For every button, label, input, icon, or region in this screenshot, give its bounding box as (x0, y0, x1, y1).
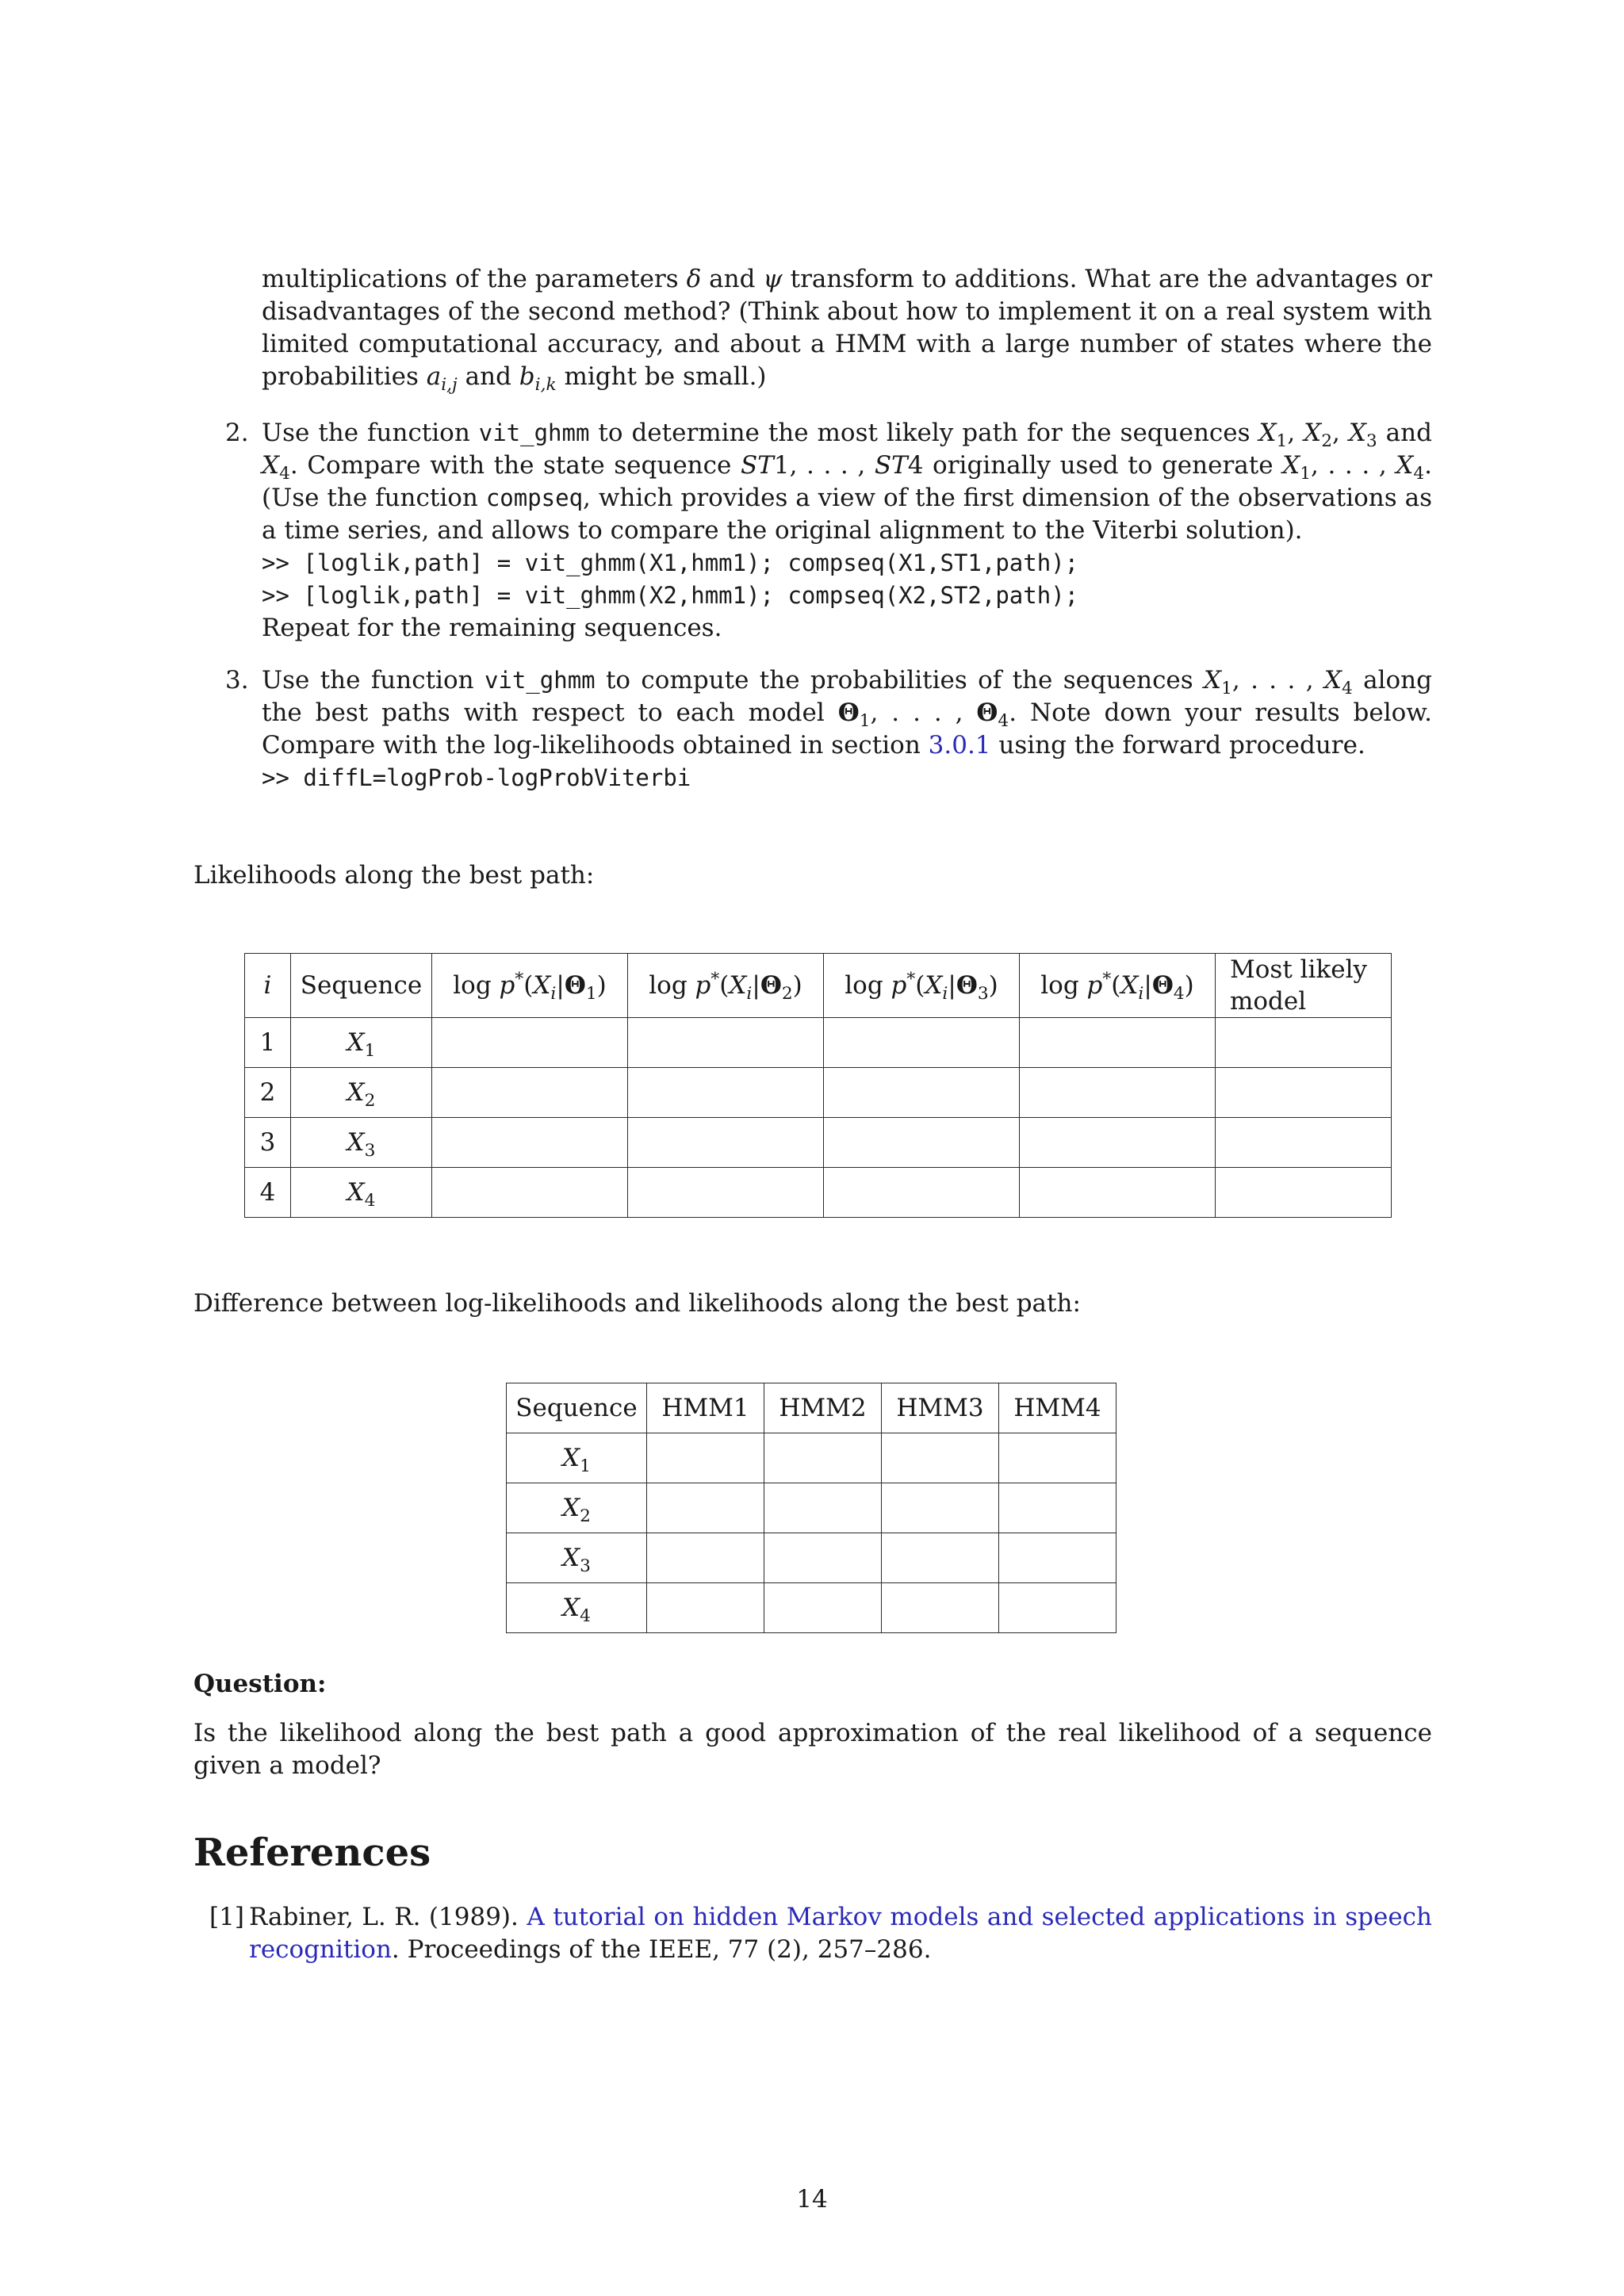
cell-input[interactable] (1020, 1118, 1216, 1168)
col-theta2: $\log p^*(X_i|\Theta_2)$ (628, 954, 824, 1018)
difference-table (506, 1383, 1116, 1633)
question-text: Is the likelihood along the best path a good approximation of the real likelihood of a sequence given a model? (193, 1719, 1432, 1780)
cell-input[interactable] (432, 1068, 628, 1118)
code-line-2: >> [loglik,path] = vit_ghmm(X2,hmm1); compseq(X2,ST2,path); (262, 582, 1079, 609)
col-i: i (245, 954, 291, 1018)
code-vit-ghmm: vit_ghmm (478, 419, 590, 446)
cell-i: 3 (245, 1118, 291, 1168)
cell-input[interactable] (628, 1068, 824, 1118)
cell-input[interactable] (882, 1583, 999, 1633)
cell-input[interactable] (999, 1433, 1116, 1483)
cell-input[interactable] (764, 1583, 882, 1633)
reference-authors: Rabiner, L. R. (1989). (249, 1903, 519, 1931)
code-compseq: compseq (485, 484, 584, 511)
cell-seq: $X_3$ (291, 1118, 432, 1168)
col-hmm4: HMM4 (999, 1383, 1116, 1433)
code-line-1: >> [loglik,path] = vit_ghmm(X1,hmm1); compseq(X1,ST1,path); (262, 549, 1079, 576)
col-hmm3: HMM3 (882, 1383, 999, 1433)
col-hmm2: HMM2 (764, 1383, 882, 1433)
cell-seq: $X_1$ (291, 1018, 432, 1068)
cell-seq: $X_2$ (291, 1068, 432, 1118)
cell-input[interactable] (764, 1483, 882, 1533)
section-link[interactable]: 3.0.1 (928, 731, 991, 760)
col-theta4: $\log p^*(X_i|\Theta_4)$ (1020, 954, 1216, 1018)
item-2-text: Use the function vit_ghmm to determine the most likely path for the sequences $X_1$, $X_2$, $X_3$ and $X_4$. Compare with the state sequence ST1, . . . , ST4 originally used to generate $X_1$, . . . , $X_4$. (Use the function compseq, which provides a view of the first dimension of the observations as a time series, and allows to compare the original alignment to the Viterbi solution). >> [loglik,path] = vit_ghmm(X1,hmm1); compseq(X1,ST1,path); >> [loglik,path] = vit_ghmm(X2,hmm1); compseq(X2,ST2,path); Repeat for the remaining sequences. (262, 417, 1432, 645)
cell-input[interactable] (999, 1483, 1116, 1533)
col-theta3: $\log p^*(X_i|\Theta_3)$ (824, 954, 1020, 1018)
cell-input[interactable] (1216, 1068, 1392, 1118)
code-vit-ghmm: vit_ghmm (484, 667, 596, 694)
cell-input[interactable] (1216, 1018, 1392, 1068)
table-row (245, 1018, 1392, 1068)
cell-input[interactable] (882, 1533, 999, 1583)
cell-seq: $X_1$ (507, 1433, 647, 1483)
cell-input[interactable] (824, 1018, 1020, 1068)
item-number: 2. (225, 419, 249, 447)
references-title: References (193, 1831, 431, 1875)
table-row (245, 1068, 1392, 1118)
cell-input[interactable] (1020, 1068, 1216, 1118)
cell-input[interactable] (999, 1533, 1116, 1583)
page-number: 14 (796, 2185, 828, 2214)
cell-input[interactable] (824, 1118, 1020, 1168)
col-hmm1: HMM1 (647, 1383, 764, 1433)
reference-entry (249, 1901, 1432, 1966)
col-sequence: Sequence (507, 1383, 647, 1433)
table-row (507, 1433, 1116, 1483)
cell-input[interactable] (628, 1168, 824, 1218)
col-theta1: $\log p^*(X_i|\Theta_1)$ (432, 954, 628, 1018)
cell-input[interactable] (628, 1018, 824, 1068)
cell-i: 1 (245, 1018, 291, 1068)
cell-input[interactable] (432, 1168, 628, 1218)
cell-input[interactable] (647, 1483, 764, 1533)
table-row (245, 1118, 1392, 1168)
cell-input[interactable] (999, 1583, 1116, 1633)
item-3-text: Use the function vit_ghmm to compute the probabilities of the sequences $X_1$, . . . , $X_4$ along the best paths with respect to each model $\Theta_1$, . . . , $\Theta_4$. Note down your results below. Compare with the log-likelihoods obtained in section 3.0.1 using the forward procedure. >> diffL=logProb-logProbViterbi (262, 664, 1432, 794)
cell-input[interactable] (824, 1068, 1020, 1118)
intro-paragraph: multiplications of the parameters δ and ψ transform to additions. What are the advantages or disadvantages of the second method? (Think about how to implement it on a real system with limited computational accuracy, and about a HMM with a large number of states where the probabilities $a_{i,j}$ and $b_{i,k}$ might be small.) (262, 265, 1433, 396)
cell-input[interactable] (432, 1118, 628, 1168)
likelihoods-heading: Likelihoods along the best path: (193, 861, 595, 890)
cell-seq: $X_3$ (507, 1533, 647, 1583)
cell-input[interactable] (647, 1433, 764, 1483)
reference-source: . Proceedings of the IEEE, 77 (2), 257–286. (391, 1935, 932, 1964)
cell-i: 2 (245, 1068, 291, 1118)
cell-seq: $X_4$ (291, 1168, 432, 1218)
cell-seq: $X_4$ (507, 1583, 647, 1633)
question-label: Question: (193, 1670, 327, 1698)
table-row (245, 1168, 1392, 1218)
cell-input[interactable] (1020, 1168, 1216, 1218)
cell-i: 4 (245, 1168, 291, 1218)
cell-input[interactable] (1216, 1168, 1392, 1218)
cell-input[interactable] (764, 1433, 882, 1483)
cell-input[interactable] (1020, 1018, 1216, 1068)
code-line-diff: >> diffL=logProb-logProbViterbi (262, 764, 691, 791)
table-row (507, 1533, 1116, 1583)
cell-input[interactable] (647, 1533, 764, 1583)
cell-input[interactable] (824, 1168, 1020, 1218)
item-number: 3. (225, 666, 249, 695)
reference-label: [1] (209, 1903, 244, 1931)
cell-input[interactable] (882, 1483, 999, 1533)
cell-input[interactable] (647, 1583, 764, 1633)
col-sequence: Sequence (291, 954, 432, 1018)
reference-title-link[interactable]: A tutorial on hidden Markov models and selected applications in speech recognition (249, 1903, 1432, 1964)
cell-input[interactable] (1216, 1118, 1392, 1168)
cell-input[interactable] (882, 1433, 999, 1483)
likelihoods-table (244, 953, 1392, 1218)
cell-input[interactable] (432, 1018, 628, 1068)
table-row (507, 1483, 1116, 1533)
cell-seq: $X_2$ (507, 1483, 647, 1533)
cell-input[interactable] (764, 1533, 882, 1583)
table-header-row (245, 954, 1392, 1018)
col-most-likely: Most likely model (1216, 954, 1392, 1018)
table-header-row (507, 1383, 1116, 1433)
repeat-note: Repeat for the remaining sequences. (262, 614, 722, 642)
table-row (507, 1583, 1116, 1633)
difference-heading: Difference between log-likelihoods and likelihoods along the best path: (193, 1289, 1081, 1318)
cell-input[interactable] (628, 1118, 824, 1168)
